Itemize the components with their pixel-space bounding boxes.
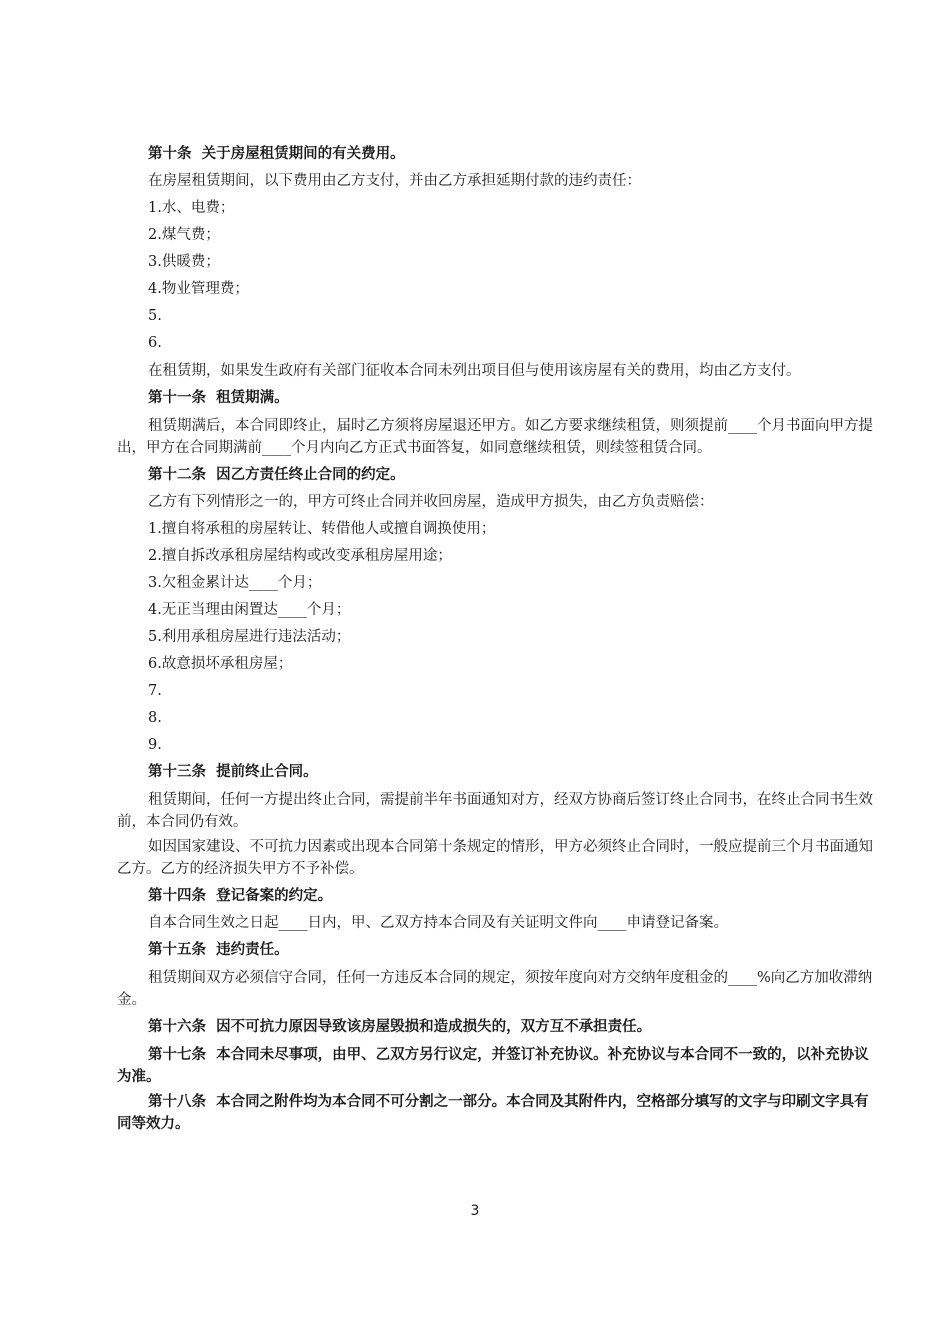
clause-paragraph: 4.物业管理费； — [148, 281, 249, 297]
clause-paragraph: 5. — [148, 308, 162, 324]
clause-paragraph: 租赁期间，任何一方提出终止合同，需提前半年书面通知对方，经双方协商后签订终止合同书，在终止合同书生效前，本合同仍有效。 — [117, 792, 873, 830]
clause-heading: 第十四条 登记备案的约定。 — [148, 888, 333, 904]
clause-paragraph: 2.擅自拆改承租房屋结构或改变承租房屋用途； — [148, 548, 452, 564]
clause-heading: 第十一条 租赁期满。 — [148, 390, 289, 406]
clause-heading: 第十五条 违约责任。 — [148, 942, 289, 958]
clause-heading: 第十三条 提前终止合同。 — [148, 764, 318, 780]
clause-paragraph: 4.无正当理由闲置达____个月； — [148, 602, 351, 618]
clause-paragraph: 8. — [148, 710, 162, 726]
clause-heading: 第十八条 本合同之附件均为本合同不可分割之一部分。本合同及其附件内，空格部分填写的文字与印刷文字具有同等效力。 — [117, 1094, 869, 1132]
clause-paragraph: 在租赁期，如果发生政府有关部门征收本合同未列出项目但与使用该房屋有关的费用，均由乙方支付。 — [148, 363, 801, 379]
clause-paragraph: 如因国家建设、不可抗力因素或出现本合同第十条规定的情形，甲方必须终止合同时，一般应提前三个月书面通知乙方。乙方的经济损失甲方不予补偿。 — [117, 839, 873, 877]
clause-paragraph: 6. — [148, 335, 162, 351]
clause-heading: 第十七条 本合同未尽事项，由甲、乙双方另行议定，并签订补充协议。补充协议与本合同不一致的，以补充协议为准。 — [117, 1047, 869, 1085]
clause-paragraph: 7. — [148, 683, 162, 699]
clause-paragraph: 在房屋租赁期间，以下费用由乙方支付，并由乙方承担延期付款的违约责任： — [148, 173, 641, 189]
clause-paragraph: 租赁期间双方必须信守合同，任何一方违反本合同的规定，须按年度向对方交纳年度租金的____%向乙方加收滞纳金。 — [117, 970, 873, 1008]
clause-paragraph: 租赁期满后，本合同即终止，届时乙方须将房屋退还甲方。如乙方要求继续租赁，则须提前____个月书面向甲方提出，甲方在合同期满前____个月内向乙方正式书面答复，如同意继续租赁，则续签租赁合同。 — [117, 418, 873, 456]
clause-paragraph: 乙方有下列情形之一的，甲方可终止合同并收回房屋，造成甲方损失，由乙方负责赔偿： — [148, 494, 714, 510]
clause-paragraph: 6.故意损坏承租房屋； — [148, 656, 293, 672]
clause-paragraph: 3.供暖费； — [148, 254, 220, 270]
clause-paragraph: 1.水、电费； — [148, 200, 235, 216]
clause-paragraph: 2.煤气费； — [148, 227, 220, 243]
clause-paragraph: 1.擅自将承租的房屋转让、转借他人或擅自调换使用； — [148, 521, 496, 537]
page-number: 3 — [470, 1203, 480, 1219]
clause-paragraph: 5.利用承租房屋进行违法活动； — [148, 629, 351, 645]
contract-body — [117, 141, 877, 1138]
clause-paragraph: 3.欠租金累计达____个月； — [148, 575, 322, 591]
clause-heading: 第十二条 因乙方责任终止合同的约定。 — [148, 467, 405, 483]
clause-paragraph: 9. — [148, 737, 162, 753]
clause-heading: 第十条 关于房屋租赁期间的有关费用。 — [148, 146, 405, 162]
clause-paragraph: 自本合同生效之日起____日内，甲、乙双方持本合同及有关证明文件向____申请登记备案。 — [148, 915, 728, 931]
clause-heading: 第十六条 因不可抗力原因导致该房屋毁损和造成损失的，双方互不承担责任。 — [148, 1019, 652, 1035]
